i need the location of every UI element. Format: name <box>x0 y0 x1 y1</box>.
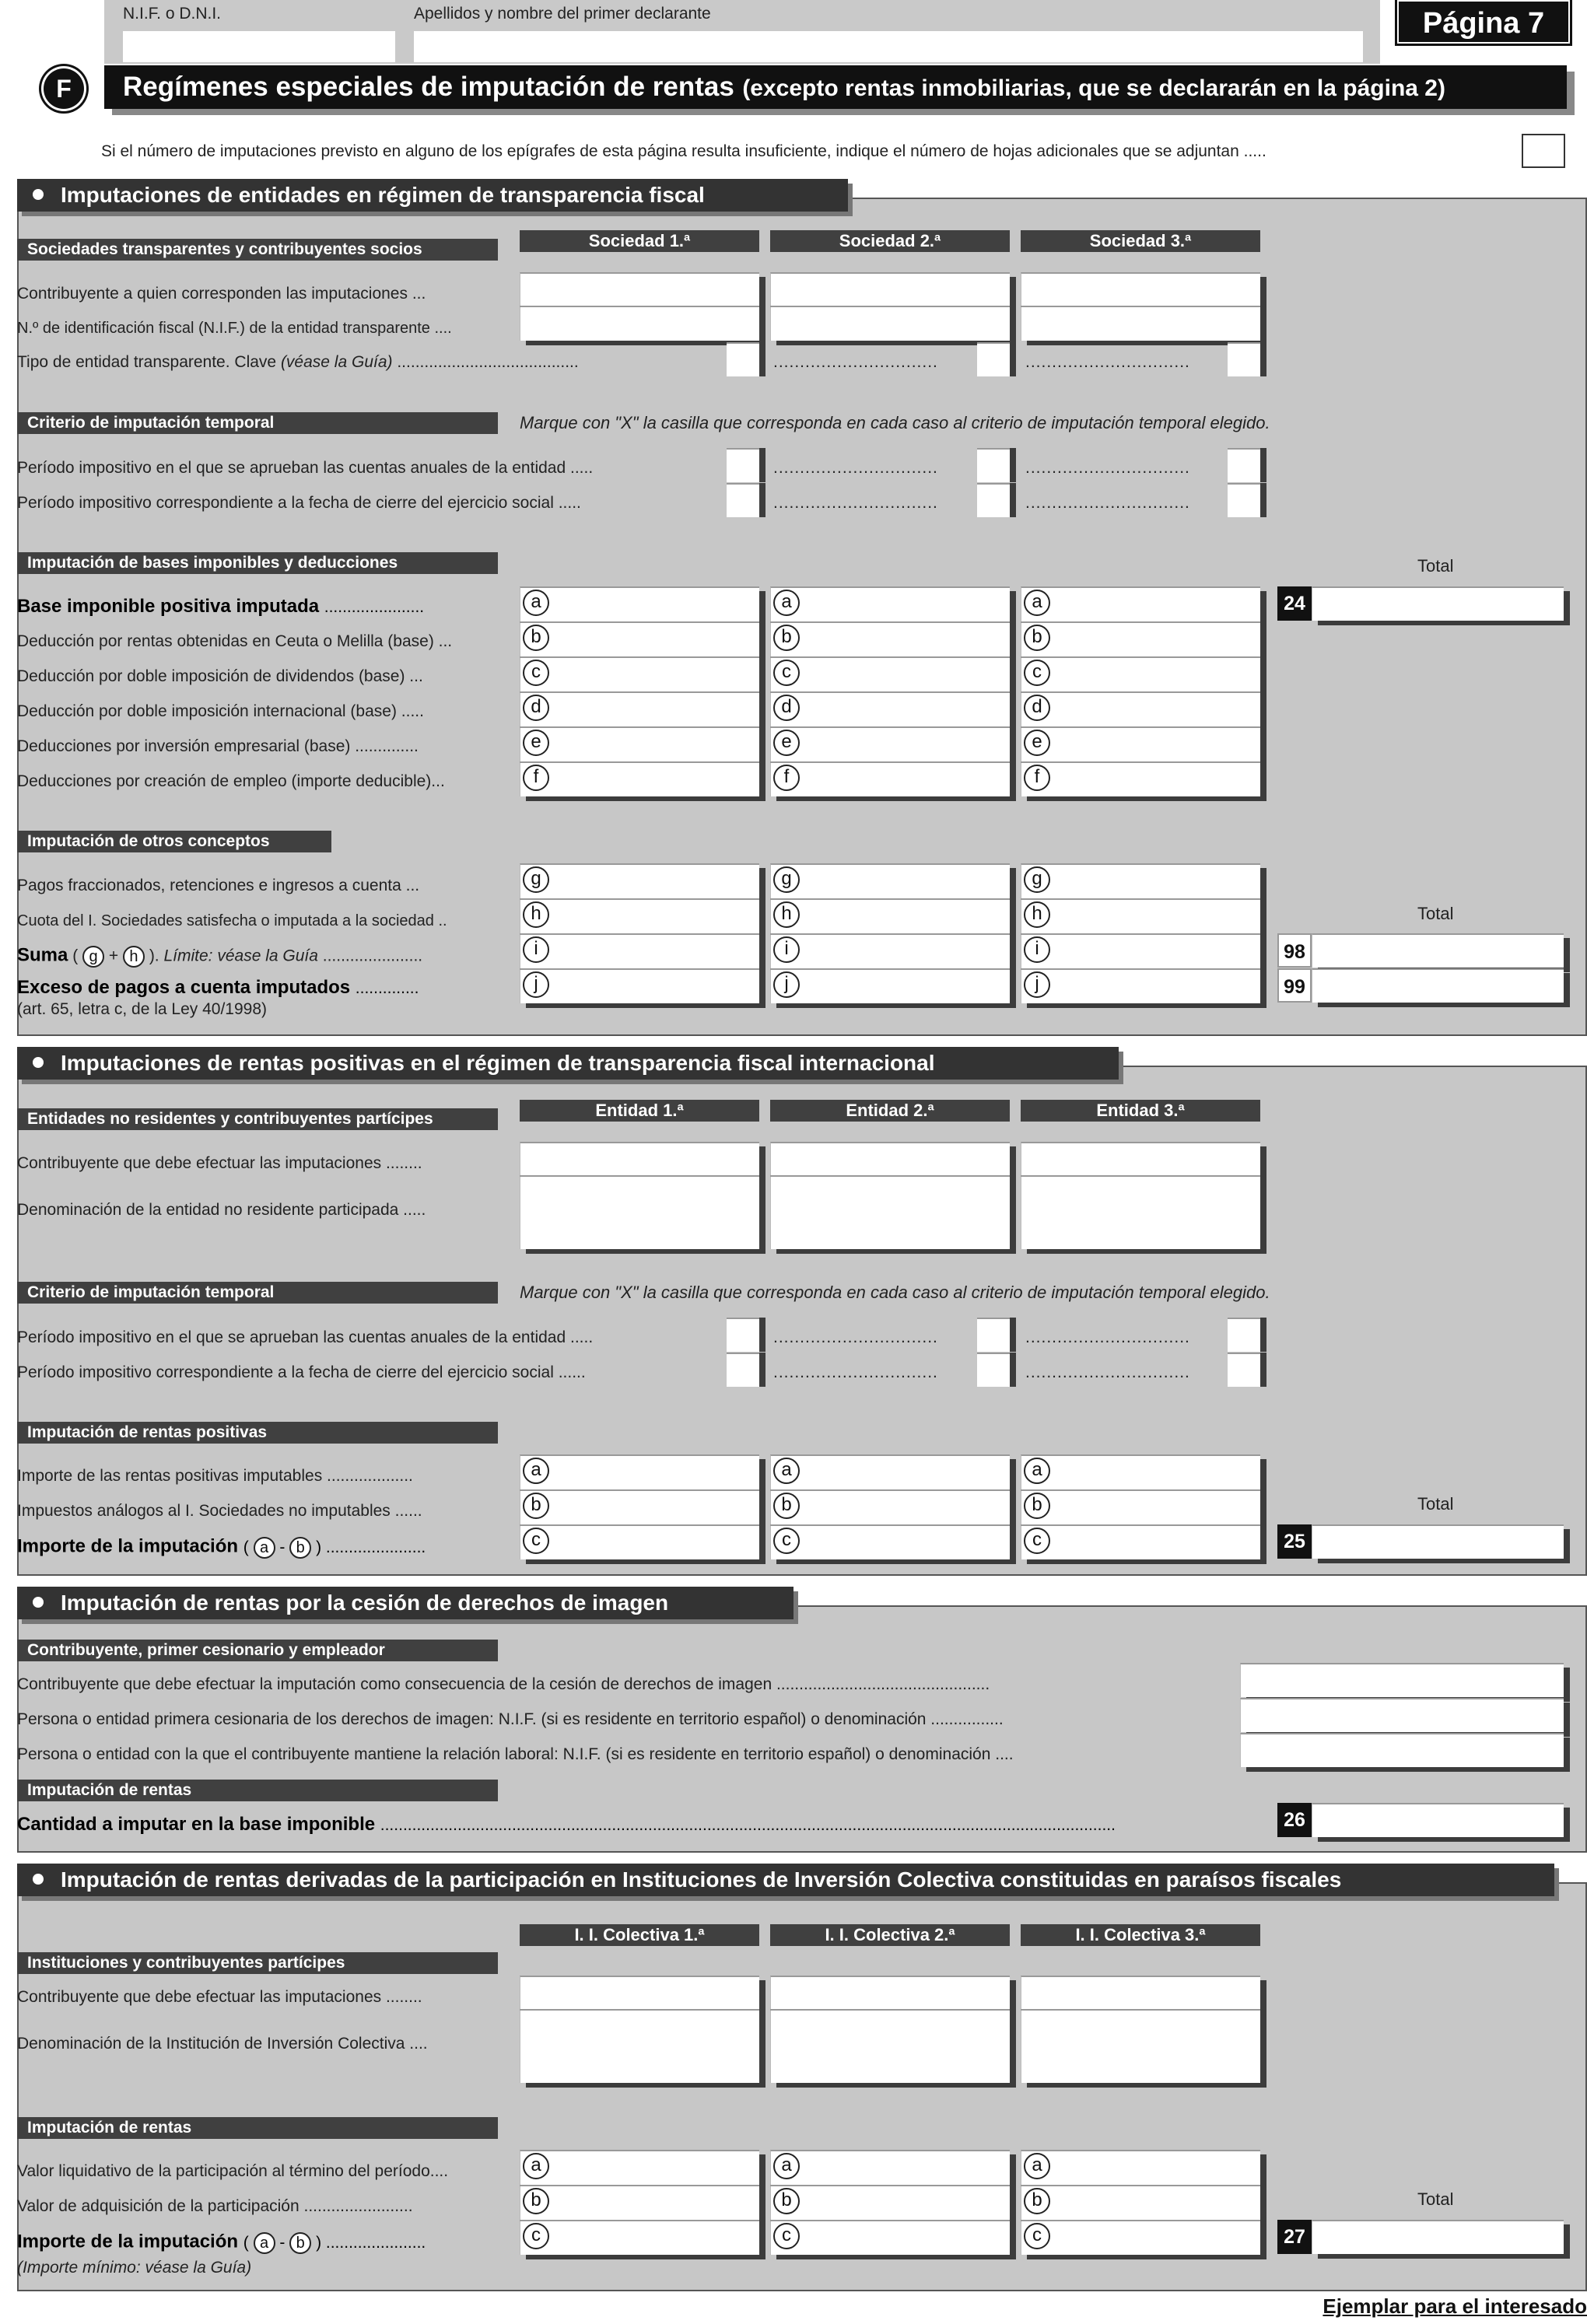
subheading-sociedades: Sociedades transparentes y contribuyentes socios <box>17 239 498 261</box>
divider <box>520 898 759 900</box>
divider <box>1021 1175 1260 1177</box>
letter-b-marker: b <box>1024 1493 1050 1519</box>
letter-b-marker: b <box>773 1493 800 1519</box>
letter-a-marker: a <box>1024 1458 1050 1484</box>
cesion-contribuyente-field[interactable] <box>1240 1663 1564 1697</box>
code-98: 98 <box>1277 933 1312 968</box>
letter-f-marker: f <box>1024 765 1050 791</box>
letter-g-marker: g <box>1024 866 1050 893</box>
letter-c-marker: c <box>523 660 549 686</box>
code-99: 99 <box>1277 968 1312 1003</box>
criterio2-row-1-label: Período impositivo en el que se aprueban las cuentas anuales de la entidad ..... <box>17 1328 594 1346</box>
dotted-leader: ............................... <box>773 1328 938 1346</box>
subheading-criterio-2: Criterio de imputación temporal <box>17 1282 498 1304</box>
page-number: Página 7 <box>1397 0 1570 44</box>
letter-h-marker: h <box>523 901 549 928</box>
divider <box>1021 2009 1260 2011</box>
letter-b-marker: b <box>773 625 800 651</box>
divider <box>1021 726 1260 728</box>
divider <box>770 2185 1010 2186</box>
divider <box>770 1524 1010 1526</box>
importe-minimo-note: (Importe mínimo: véase la Guía) <box>17 2259 252 2277</box>
letter-j-marker: j <box>1024 971 1050 998</box>
circle-b: b <box>289 1537 311 1559</box>
rentas-positivas-label: Importe de las rentas positivas imputables ................... <box>17 1467 413 1485</box>
additional-sheets-label: Si el número de imputaciones previsto en alguno de los epígrafes de esta página resulta insuficiente, indique el número de hojas adicionales que se adjuntan ..... <box>101 142 1266 160</box>
letter-i-marker: i <box>1024 936 1050 963</box>
nif-label: N.I.F. o D.N.I. <box>123 5 222 23</box>
divider <box>1021 761 1260 763</box>
cesion-primer-cesionario-label: Persona o entidad primera cesionaria de los derechos de imagen: N.I.F. (si es residente en territorio español) o denominación ................ <box>17 1710 1004 1728</box>
divider <box>1021 306 1260 307</box>
col-header-sociedad-1: Sociedad 1.ª <box>520 230 759 252</box>
cesion-empleador-label: Persona o entidad con la que el contribuyente mantiene la relación laboral: N.I.F. (si es residente en territorio español) o denominación .... <box>17 1745 1014 1763</box>
total-label: Total <box>1417 2189 1454 2209</box>
divider <box>520 621 759 623</box>
criterio2-1-checkbox-col2[interactable] <box>977 1318 1010 1352</box>
subheading-contribuyente-cesionario: Contribuyente, primer cesionario y empleador <box>17 1640 498 1661</box>
letter-b-marker: b <box>773 2188 800 2214</box>
tipo-entidad-key-3[interactable] <box>1228 342 1260 376</box>
letter-i-marker: i <box>523 936 549 963</box>
letter-b-marker: b <box>523 2188 549 2214</box>
letter-a-marker: a <box>773 2153 800 2179</box>
circle-a: a <box>254 1537 275 1559</box>
divider <box>770 691 1010 693</box>
code-27: 27 <box>1277 2220 1312 2254</box>
deduccion-dividendos-label: Deducción por doble imposición de dividendos (base) ... <box>17 667 423 685</box>
divider <box>520 656 759 658</box>
criterio2-1-checkbox-col1[interactable] <box>727 1318 759 1352</box>
divider <box>770 1489 1010 1491</box>
letter-a-marker: a <box>773 590 800 616</box>
criterio-1-checkbox-col1[interactable] <box>727 448 759 482</box>
exceso-pagos-note: (art. 65, letra c, de la Ley 40/1998) <box>17 1000 268 1018</box>
name-label: Apellidos y nombre del primer declarante <box>414 5 711 23</box>
letter-c-marker: c <box>523 2223 549 2249</box>
letter-e-marker: e <box>523 730 549 756</box>
letter-c-marker: c <box>773 1528 800 1554</box>
letter-e-marker: e <box>773 730 800 756</box>
divider <box>520 2185 759 2186</box>
letter-c-marker: c <box>1024 1528 1050 1554</box>
criterio-note: Marque con "X" la casilla que corresponda en cada caso al criterio de imputación temporal elegido. <box>520 413 1270 432</box>
tipo-entidad-key-2[interactable] <box>977 342 1010 376</box>
divider <box>520 1524 759 1526</box>
entidad-1-box[interactable] <box>520 1142 759 1249</box>
dotted-leader: ............................... <box>773 1363 938 1381</box>
criterio-2-checkbox-col2[interactable] <box>977 483 1010 517</box>
circle-g: g <box>82 946 104 968</box>
letter-b-marker: b <box>523 1493 549 1519</box>
letter-c-marker: c <box>1024 660 1050 686</box>
criterio2-2-checkbox-col3[interactable] <box>1228 1353 1260 1387</box>
divider <box>520 1175 759 1177</box>
criterio-2-checkbox-col3[interactable] <box>1228 483 1260 517</box>
letter-b-marker: b <box>523 625 549 651</box>
cesion-primer-cesionario-field[interactable] <box>1240 1698 1564 1732</box>
letter-a-marker: a <box>523 2153 549 2179</box>
letter-a-marker: a <box>773 1458 800 1484</box>
divider <box>770 761 1010 763</box>
total-label: Total <box>1417 1494 1454 1514</box>
divider <box>1021 1489 1260 1491</box>
code-24: 24 <box>1277 586 1312 621</box>
divider <box>770 726 1010 728</box>
iic-2-box[interactable] <box>770 1976 1010 2083</box>
deduccion-empleo-label: Deducciones por creación de empleo (importe deducible)... <box>17 772 445 790</box>
circle-b: b <box>289 2232 311 2254</box>
criterio-row-1-label: Período impositivo en el que se aprueban las cuentas anuales de la entidad ..... <box>17 459 594 477</box>
divider <box>520 726 759 728</box>
footer-note: Ejemplar para el interesado <box>1322 2294 1587 2318</box>
divider <box>520 306 759 307</box>
rentas-column-1[interactable] <box>520 1454 759 1559</box>
total-98-field[interactable] <box>1312 933 1564 968</box>
col-header-entidad-1: Entidad 1.ª <box>520 1100 759 1122</box>
tipo-entidad-key-1[interactable] <box>727 342 759 376</box>
criterio-1-checkbox-col3[interactable] <box>1228 448 1260 482</box>
name-field[interactable] <box>414 31 1363 62</box>
letter-b-marker: b <box>1024 625 1050 651</box>
iic-importe-label: Importe de la imputación ( a - b ) ...................... <box>17 2232 426 2254</box>
section-transparencia-internacional-title: Imputaciones de rentas positivas en el régimen de transparencia fiscal internacional <box>17 1047 1119 1080</box>
divider <box>1021 933 1260 935</box>
cantidad-imputar-label: Cantidad a imputar en la base imponible .................................................................................................................................................................. <box>17 1814 1116 1835</box>
divider <box>1021 968 1260 970</box>
iic-1-box[interactable] <box>520 1976 759 2083</box>
letter-a-marker: a <box>1024 590 1050 616</box>
dotted-leader: ............................... <box>773 353 938 371</box>
contribuyente-imputaciones-label: Contribuyente que debe efectuar las imputaciones ........ <box>17 1154 422 1172</box>
letter-d-marker: d <box>1024 695 1050 721</box>
letter-d-marker: d <box>523 695 549 721</box>
letter-h-marker: h <box>773 901 800 928</box>
letter-j-marker: j <box>773 971 800 998</box>
divider <box>520 691 759 693</box>
divider <box>1021 621 1260 623</box>
total-25-field[interactable] <box>1312 1524 1564 1559</box>
divider <box>770 2220 1010 2221</box>
criterio-row-2-label: Período impositivo correspondiente a la fecha de cierre del ejercicio social ..... <box>17 494 581 512</box>
letter-a-marker: a <box>1024 2153 1050 2179</box>
entidad-2-box[interactable] <box>770 1142 1010 1249</box>
cuota-sociedades-label: Cuota del I. Sociedades satisfecha o imputada a la sociedad .. <box>17 912 447 929</box>
code-25: 25 <box>1277 1524 1312 1559</box>
divider <box>770 1175 1010 1177</box>
iic-column-1[interactable] <box>520 2150 759 2255</box>
divider <box>770 656 1010 658</box>
deduccion-internacional-label: Deducción por doble imposición internacional (base) ..... <box>17 702 424 720</box>
divider <box>770 306 1010 307</box>
dotted-leader: ............................... <box>1025 1363 1190 1381</box>
letter-g-marker: g <box>773 866 800 893</box>
deduccion-ceuta-label: Deducción por rentas obtenidas en Ceuta o Melilla (base) ... <box>17 632 453 650</box>
divider <box>770 621 1010 623</box>
letter-i-marker: i <box>773 936 800 963</box>
iic-3-box[interactable] <box>1021 1976 1260 2083</box>
col-header-iic-3: I. I. Colectiva 3.ª <box>1021 1924 1260 1946</box>
letter-c-marker: c <box>773 660 800 686</box>
row-nif-entidad-label: N.º de identificación fiscal (N.I.F.) de la entidad transparente .... <box>17 320 452 337</box>
subheading-imputacion-rentas-iic: Imputación de rentas <box>17 2117 498 2139</box>
subheading-entidades-no-residentes: Entidades no residentes y contribuyentes partícipes <box>17 1108 498 1130</box>
subheading-bases: Imputación de bases imponibles y deducciones <box>17 552 498 574</box>
divider <box>1021 2220 1260 2221</box>
valor-liquidativo-label: Valor liquidativo de la participación al término del período.... <box>17 2162 449 2180</box>
iic-denominacion-label: Denominación de la Institución de Inversión Colectiva .... <box>17 2035 428 2053</box>
row-tipo-entidad-label: Tipo de entidad transparente. Clave (véase la Guía) ........................................ <box>17 353 579 371</box>
letter-c-marker: c <box>523 1528 549 1554</box>
rentas-column-2[interactable] <box>770 1454 1010 1559</box>
subheading-otros: Imputación de otros conceptos <box>17 831 331 852</box>
dotted-leader: ............................... <box>773 494 938 512</box>
col-header-entidad-3: Entidad 3.ª <box>1021 1100 1260 1122</box>
row-contribuyente-label: Contribuyente a quien corresponden las imputaciones ... <box>17 285 426 303</box>
divider <box>770 2009 1010 2011</box>
divider <box>770 933 1010 935</box>
total-99-field[interactable] <box>1312 968 1564 1003</box>
nif-field[interactable] <box>123 31 395 62</box>
additional-sheets-field[interactable] <box>1522 134 1565 168</box>
code-26: 26 <box>1277 1803 1312 1837</box>
letter-h-marker: h <box>1024 901 1050 928</box>
criterio2-row-2-label: Período impositivo correspondiente a la fecha de cierre del ejercicio social ...... <box>17 1363 586 1381</box>
dotted-leader: ............................... <box>1025 459 1190 477</box>
divider <box>1021 691 1260 693</box>
subheading-criterio: Criterio de imputación temporal <box>17 412 498 434</box>
letter-g-marker: g <box>523 866 549 893</box>
col-header-iic-1: I. I. Colectiva 1.ª <box>520 1924 759 1946</box>
criterio-1-checkbox-col2[interactable] <box>977 448 1010 482</box>
divider <box>1021 2185 1260 2186</box>
deduccion-inversion-label: Deducciones por inversión empresarial (base) .............. <box>17 737 419 755</box>
base-imponible-label: Base imponible positiva imputada ...................... <box>17 596 425 617</box>
total-26-field[interactable] <box>1312 1803 1564 1837</box>
iic-column-2[interactable] <box>770 2150 1010 2255</box>
criterio2-2-checkbox-col1[interactable] <box>727 1353 759 1387</box>
divider <box>770 968 1010 970</box>
page-title-main: Regímenes especiales de imputación de rentas <box>123 72 734 102</box>
suma-label: Suma ( g + h ). Límite: véase la Guía ...................... <box>17 946 422 968</box>
divider <box>520 2009 759 2011</box>
criterio-2-checkbox-col1[interactable] <box>727 483 759 517</box>
divider <box>1021 656 1260 658</box>
letter-f-marker: f <box>773 765 800 791</box>
total-24-field[interactable] <box>1312 586 1564 621</box>
criterio2-1-checkbox-col3[interactable] <box>1228 1318 1260 1352</box>
iic-contribuyente-label: Contribuyente que debe efectuar las imputaciones ........ <box>17 1988 422 2006</box>
subheading-imputacion-rentas: Imputación de rentas <box>17 1780 498 1801</box>
dotted-leader: ............................... <box>1025 353 1190 371</box>
section-paraisos-fiscales-title: Imputación de rentas derivadas de la participación en Instituciones de Inversión Colectiva constituidas en paraísos fiscales <box>17 1864 1554 1896</box>
divider <box>1021 1524 1260 1526</box>
divider <box>520 761 759 763</box>
letter-d-marker: d <box>773 695 800 721</box>
total-label: Total <box>1417 556 1454 576</box>
entidad-3-box[interactable] <box>1021 1142 1260 1249</box>
total-label: Total <box>1417 904 1454 923</box>
impuestos-analogos-label: Impuestos análogos al I. Sociedades no imputables ...... <box>17 1502 422 1520</box>
valor-adquisicion-label: Valor de adquisición de la participación ........................ <box>17 2197 413 2215</box>
pagos-fraccionados-label: Pagos fraccionados, retenciones e ingresos a cuenta ... <box>17 877 420 894</box>
circle-h: h <box>123 946 145 968</box>
exceso-pagos-label: Exceso de pagos a cuenta imputados .............. <box>17 977 419 998</box>
cesion-empleador-field[interactable] <box>1240 1733 1564 1767</box>
cesion-contribuyente-label: Contribuyente que debe efectuar la imputación como consecuencia de la cesión de derechos de imagen ............................................... <box>17 1675 990 1693</box>
letter-j-marker: j <box>523 971 549 998</box>
col-header-iic-2: I. I. Colectiva 2.ª <box>770 1924 1010 1946</box>
total-27-field[interactable] <box>1312 2220 1564 2254</box>
importe-imputacion-label: Importe de la imputación ( a - b ) ...................... <box>17 1537 426 1559</box>
divider <box>770 898 1010 900</box>
letter-e-marker: e <box>1024 730 1050 756</box>
letter-c-marker: c <box>1024 2223 1050 2249</box>
section-letter-badge: F <box>44 68 84 109</box>
letter-b-marker: b <box>1024 2188 1050 2214</box>
denominacion-entidad-label: Denominación de la entidad no residente participada ..... <box>17 1201 426 1219</box>
criterio-note-2: Marque con "X" la casilla que corresponda en cada caso al criterio de imputación temporal elegido. <box>520 1283 1270 1302</box>
page-title-paren: (excepto rentas inmobiliarias, que se declararán en la página 2) <box>742 75 1445 101</box>
col-header-sociedad-2: Sociedad 2.ª <box>770 230 1010 252</box>
divider <box>520 2220 759 2221</box>
section-transparencia-fiscal-title: Imputaciones de entidades en régimen de transparencia fiscal <box>17 179 848 212</box>
letter-f-marker: f <box>523 765 549 791</box>
divider <box>520 1489 759 1491</box>
page-title <box>104 65 1567 109</box>
divider <box>1021 898 1260 900</box>
dotted-leader: ............................... <box>1025 1328 1190 1346</box>
circle-a: a <box>254 2232 275 2254</box>
letter-a-marker: a <box>523 590 549 616</box>
criterio2-2-checkbox-col2[interactable] <box>977 1353 1010 1387</box>
col-header-sociedad-3: Sociedad 3.ª <box>1021 230 1260 252</box>
letter-c-marker: c <box>773 2223 800 2249</box>
rentas-column-3[interactable] <box>1021 1454 1260 1559</box>
iic-column-3[interactable] <box>1021 2150 1260 2255</box>
dotted-leader: ............................... <box>773 459 938 477</box>
subheading-instituciones: Instituciones y contribuyentes partícipes <box>17 1952 498 1974</box>
divider <box>520 933 759 935</box>
letter-a-marker: a <box>523 1458 549 1484</box>
section-derechos-imagen-title: Imputación de rentas por la cesión de derechos de imagen <box>17 1587 794 1619</box>
subheading-rentas-positivas: Imputación de rentas positivas <box>17 1422 498 1444</box>
dotted-leader: ............................... <box>1025 494 1190 512</box>
col-header-entidad-2: Entidad 2.ª <box>770 1100 1010 1122</box>
divider <box>520 968 759 970</box>
